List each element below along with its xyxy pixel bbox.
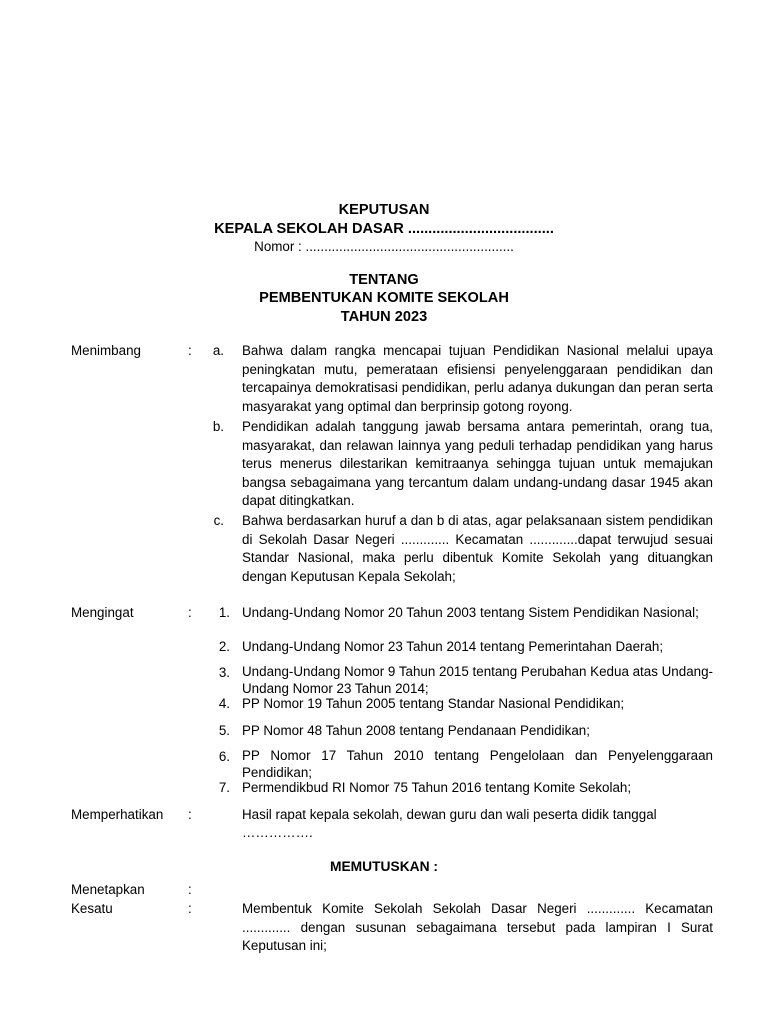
menimbang-marker-a: a.	[212, 343, 224, 358]
mengingat-item-2: Undang-Undang Nomor 23 Tahun 2014 tentang Pemerintahan Daerah;	[242, 639, 664, 654]
menimbang-item-b: Pendidikan adalah tanggung jawab bersama antara pemerintah, orang tua, masyarakat, dan relawan lainnya yang peduli terhadap pendidikan yang harus terus menerus dilestarikan kemitraanya sehingga tujuan untuk memajukan bangsa sebagaimana yang tercantum dalam undang-undang dasar 1945 akan dapat ditingkatkan.	[242, 419, 713, 509]
decree-subject: PEMBENTUKAN KOMITE SEKOLAH	[259, 290, 509, 306]
mengingat-item-6: PP Nomor 17 Tahun 2010 tentang Pengelolaan dan Penyelenggaraan Pendidikan;	[242, 748, 713, 780]
mengingat-marker-4: 4.	[218, 696, 230, 711]
memperhatikan-label: Memperhatikan	[71, 807, 164, 822]
mengingat-marker-5: 5.	[218, 723, 230, 738]
menimbang-item-c: Bahwa berdasarkan huruf a dan b di atas, agar pelaksanaan sistem pendidikan di Sekolah Dasar Negeri ............. Kecamatan .............dapat terwujud sesuai Standar Nasional, maka perlu dibentuk Komite Sekolah yang dituangkan dengan Keputusan Kepala Sekolah;	[242, 513, 713, 584]
menimbang-marker-b: b.	[212, 419, 224, 434]
kesatu-label: Kesatu	[71, 901, 113, 916]
menimbang-label: Menimbang	[71, 343, 141, 358]
decree-issuer: KEPALA SEKOLAH DASAR ....................................	[214, 221, 554, 237]
memperhatikan-colon: :	[188, 807, 192, 822]
menimbang-marker-c: c.	[213, 513, 224, 528]
kesatu-text: Membentuk Komite Sekolah Sekolah Dasar Negeri ............. Kecamatan ............. dengan susunan sebagaimana tersebut pada lampiran I Surat Keputusan ini;	[242, 901, 713, 954]
mengingat-item-1: Undang-Undang Nomor 20 Tahun 2003 tentang Sistem Pendidikan Nasional;	[242, 605, 699, 620]
decree-year: TAHUN 2023	[340, 309, 428, 325]
memperhatikan-text: Hasil rapat kepala sekolah, dewan guru dan wali peserta didik tanggal	[242, 807, 657, 822]
mengingat-label: Mengingat	[71, 605, 134, 620]
mengingat-marker-1: 1.	[218, 605, 230, 620]
menimbang-item-a: Bahwa dalam rangka mencapai tujuan Pendidikan Nasional melalui upaya peningkatan mutu, pemerataan efisiensi penyelenggaraan pendidikan dan tercapainya demokratisasi pendidikan, perlu adanya dukungan dan peran serta masyarakat yang optimal dan berprinsip gotong royong.	[242, 343, 713, 414]
memutuskan-heading: MEMUTUSKAN :	[329, 859, 439, 874]
mengingat-item-5: PP Nomor 48 Tahun 2008 tentang Pendanaan Pendidikan;	[242, 723, 590, 738]
mengingat-marker-7: 7.	[218, 780, 230, 795]
menetapkan-colon: :	[188, 882, 192, 897]
mengingat-item-7: Permendikbud RI Nomor 75 Tahun 2016 tentang Komite Sekolah;	[242, 780, 632, 795]
kesatu-colon: :	[188, 901, 192, 916]
mengingat-marker-3: 3.	[218, 665, 230, 680]
mengingat-item-4: PP Nomor 19 Tahun 2005 tentang Standar Nasional Pendidikan;	[242, 696, 625, 711]
decree-number: Nomor : ........................................................	[254, 239, 514, 254]
mengingat-marker-6: 6.	[218, 749, 230, 764]
menimbang-colon: :	[188, 343, 192, 358]
mengingat-item-3: Undang-Undang Nomor 9 Tahun 2015 tentang Perubahan Kedua atas Undang-Undang Nomor 23 Tahun 2014;	[242, 664, 714, 696]
mengingat-colon: :	[188, 605, 192, 620]
menetapkan-label: Menetapkan	[71, 882, 145, 897]
about-label: TENTANG	[349, 272, 419, 288]
memperhatikan-date-blank: …………….	[242, 825, 313, 840]
decree-title: KEPUTUSAN	[338, 202, 430, 218]
mengingat-marker-2: 2.	[218, 639, 230, 654]
